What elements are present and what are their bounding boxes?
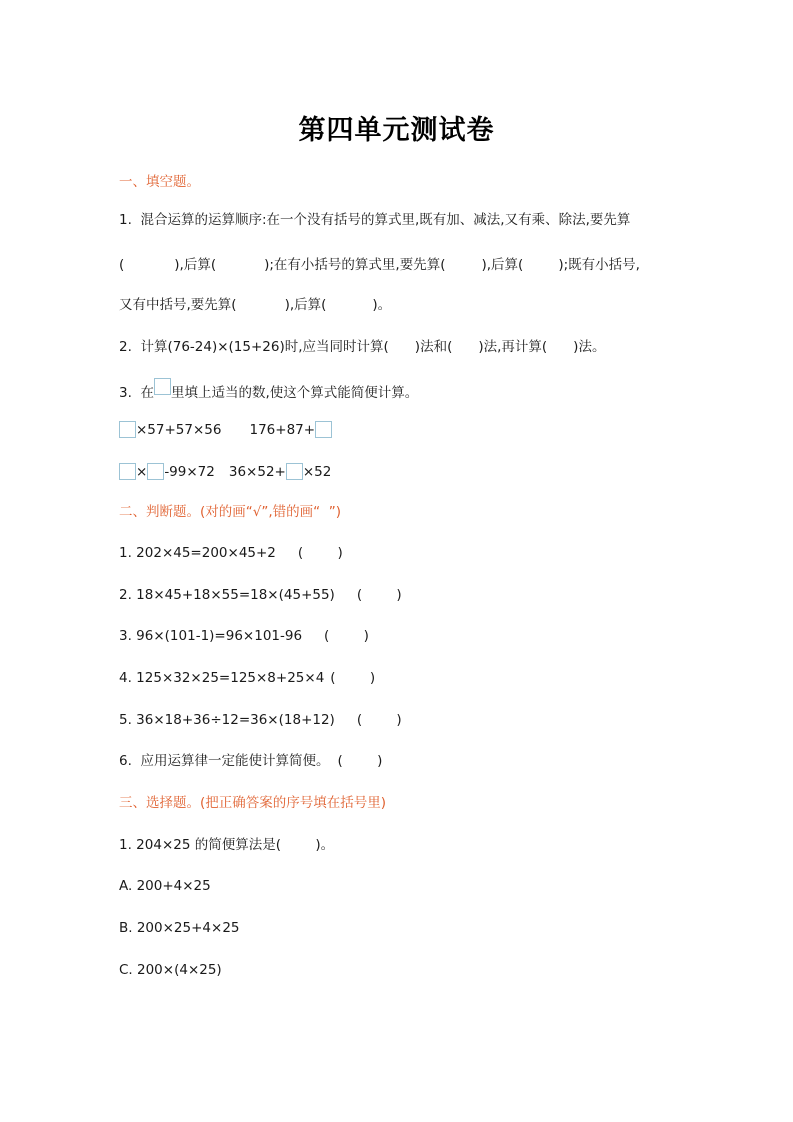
answer-parens[interactable]: ( ): [297, 545, 343, 561]
expr-text: ×52: [302, 464, 332, 480]
answer-parens[interactable]: ( ): [356, 587, 402, 603]
q1-line1: 1. 混合运算的运算顺序:在一个没有括号的算式里,既有加、减法,又有乘、除法,要先算: [119, 212, 631, 228]
q2-text: 2. 计算(76-24)×(15+26)时,应当同时计算(: [119, 339, 389, 355]
tf-statement: 6. 应用运算律一定能使计算简便。: [119, 753, 330, 769]
q3-instruction: [119, 378, 418, 403]
q2-line: [119, 337, 605, 357]
answer-box[interactable]: [119, 421, 136, 438]
q3-prefix: 3. 在: [119, 385, 154, 401]
tf-item: [119, 585, 402, 605]
mc-option-b[interactable]: B. 200×25+4×25: [119, 920, 240, 936]
expr-text: 36×52+: [228, 464, 286, 480]
q1-text: ),后算(: [481, 257, 524, 273]
tf-item: [119, 751, 382, 771]
q1-text: ),后算(: [284, 297, 327, 313]
expr-text: -99×72: [164, 464, 215, 480]
q2-text: )法和(: [414, 339, 453, 355]
q1-line3: [119, 295, 391, 315]
q1-text: (: [119, 257, 125, 273]
q1-text: ),后算(: [174, 257, 217, 273]
tf-statement: 5. 36×18+36÷12=36×(18+12): [119, 712, 335, 728]
tf-statement: 4. 125×32×25=125×8+25×4: [119, 670, 325, 686]
answer-parens[interactable]: ( ): [356, 712, 402, 728]
q1-text: 又有中括号,要先算(: [119, 297, 237, 313]
mc-question: 1. 204×25 的简便算法是( )。: [119, 837, 335, 853]
tf-statement: 1. 202×45=200×45+2: [119, 545, 276, 561]
tf-statement: 2. 18×45+18×55=18×(45+55): [119, 587, 335, 603]
answer-box[interactable]: [154, 378, 171, 395]
q3-suffix: 里填上适当的数,使这个算式能简便计算。: [170, 385, 419, 401]
expr-text: ×: [136, 464, 148, 480]
q1-text: );在有小括号的算式里,要先算(: [264, 257, 446, 273]
answer-box[interactable]: [147, 463, 164, 480]
q1-line2: [119, 255, 640, 275]
q3-row2: [119, 462, 331, 482]
answer-parens[interactable]: ( ): [337, 753, 383, 769]
answer-box[interactable]: [119, 463, 136, 480]
tf-statement: 3. 96×(101-1)=96×101-96: [119, 628, 303, 644]
section-heading-true-false: 二、判断题。(对的画“√”,错的画“ ”): [119, 504, 341, 520]
q1-text: );既有小括号,: [558, 257, 640, 273]
section-heading-fill-blank: 一、填空题。: [119, 174, 200, 190]
answer-box[interactable]: [315, 421, 332, 438]
tf-item: [119, 543, 343, 563]
tf-item: [119, 668, 375, 688]
tf-item: [119, 710, 402, 730]
q2-text: )法。: [573, 339, 606, 355]
expr-text: 176+87+: [249, 422, 316, 438]
page-title: 第四单元测试卷: [298, 115, 495, 146]
q3-row1: [119, 420, 332, 440]
expr-text: ×57+57×56: [136, 422, 222, 438]
answer-box[interactable]: [286, 463, 303, 480]
q1-text: )。: [372, 297, 392, 313]
mc-option-a[interactable]: A. 200+4×25: [119, 878, 211, 894]
mc-option-c[interactable]: C. 200×(4×25): [119, 962, 222, 978]
q2-text: )法,再计算(: [478, 339, 548, 355]
answer-parens[interactable]: ( ): [330, 670, 376, 686]
section-heading-multiple-choice: 三、选择题。(把正确答案的序号填在括号里): [119, 795, 387, 811]
answer-parens[interactable]: ( ): [324, 628, 369, 644]
tf-item: [119, 626, 369, 646]
